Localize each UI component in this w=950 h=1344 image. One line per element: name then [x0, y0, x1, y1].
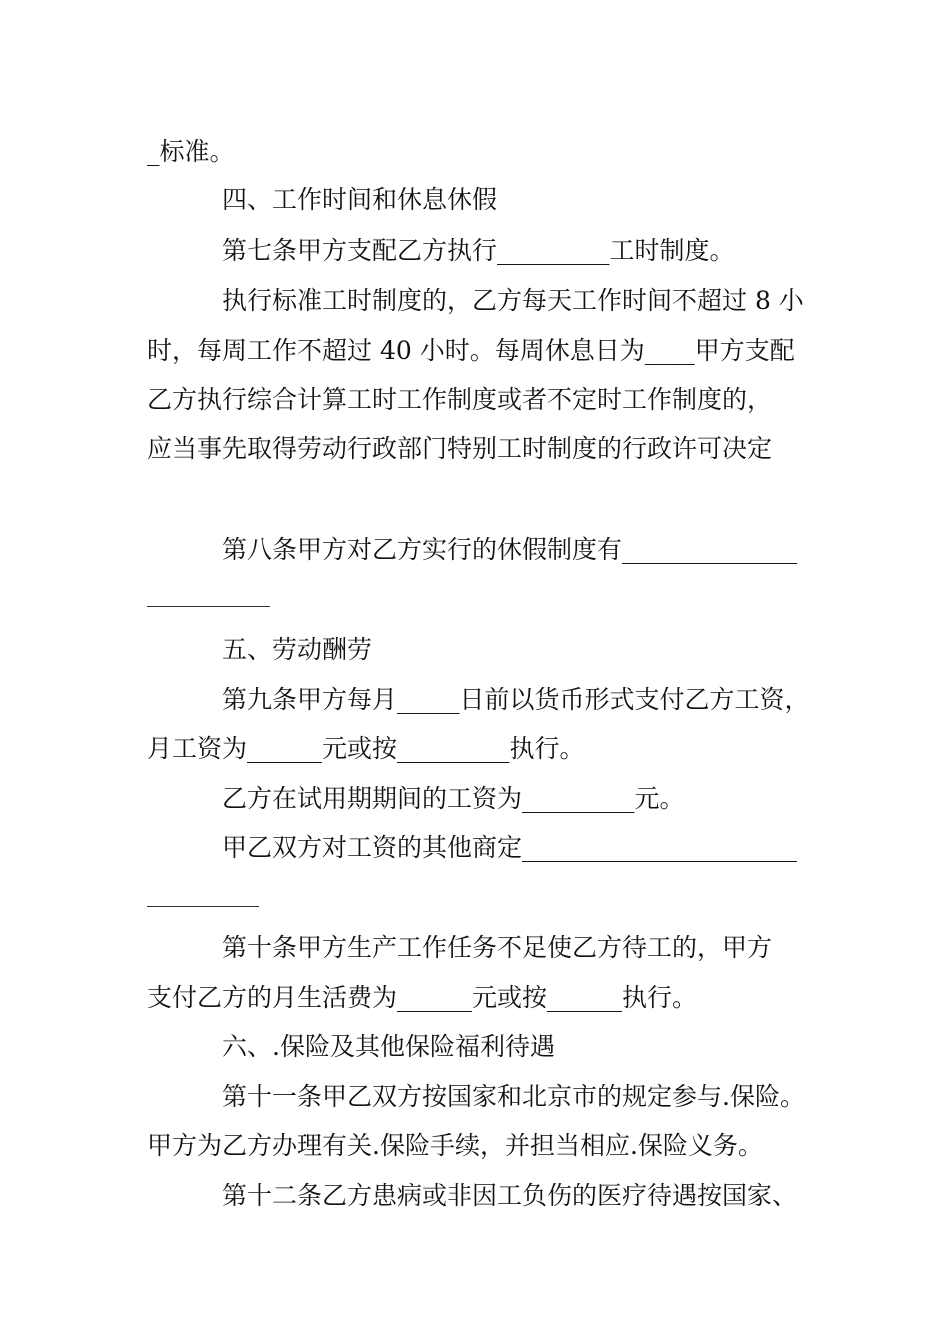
text-line: 月工资为______元或按_________执行。 — [147, 734, 585, 763]
section-heading: 六、.保险及其他保险福利待遇 — [222, 1032, 555, 1061]
text-line: 执行标准工时制度的，乙方每天工作时间不超过 8 小 — [222, 286, 804, 315]
text-line: 第十条甲方生产工作任务不足使乙方待工的，甲方 — [222, 933, 773, 962]
text-line: 时，每周工作不超过 40 小时。每周休息日为____甲方支配 — [147, 336, 795, 365]
section-heading: 四、工作时间和休息休假 — [222, 185, 498, 214]
text-line: 应当事先取得劳动行政部门特别工时制度的行政许可决定 — [147, 434, 773, 463]
text-line: 甲乙双方对工资的其他商定______________________ — [222, 833, 798, 862]
text-line: 乙方在试用期期间的工资为_________元。 — [222, 784, 685, 813]
blank-underline — [147, 606, 270, 607]
blank-underline — [147, 906, 259, 907]
text-line: 乙方执行综合计算工时工作制度或者不定时工作制度的， — [147, 385, 773, 414]
text-line: 第十二条乙方患病或非因工负伤的医疗待遇按国家、 — [222, 1181, 798, 1210]
section-heading: 五、劳动酬劳 — [222, 635, 373, 664]
text-line: _标准。 — [147, 137, 235, 166]
text-line: 第七条甲方支配乙方执行_________工时制度。 — [222, 236, 735, 265]
text-line: 第八条甲方对乙方实行的休假制度有______________ — [222, 535, 798, 564]
text-line: 第十一条甲乙双方按国家和北京市的规定参与.保险。 — [222, 1082, 805, 1111]
text-line: 第九条甲方每月_____日前以货币形式支付乙方工资， — [222, 685, 810, 714]
text-line: 支付乙方的月生活费为______元或按______执行。 — [147, 983, 698, 1012]
text-line: 甲方为乙方办理有关.保险手续，并担当相应.保险义务。 — [147, 1131, 763, 1160]
